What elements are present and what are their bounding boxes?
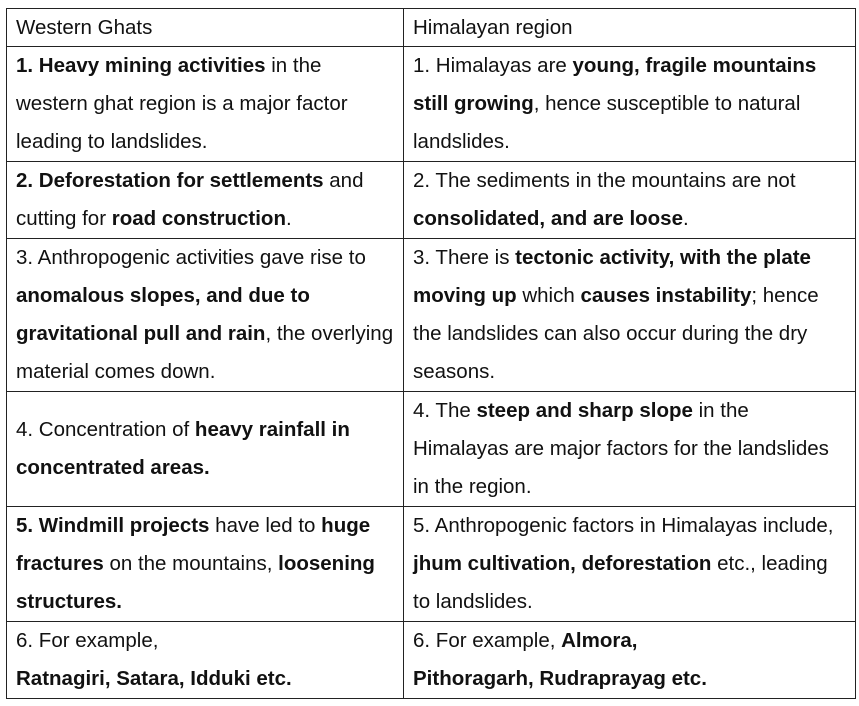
cell-text: 4. The bbox=[413, 399, 477, 422]
header-western-ghats: Western Ghats bbox=[7, 9, 404, 47]
cell-text: etc., leading to landslides. bbox=[413, 552, 828, 613]
cell-text: 4. Concentration of bbox=[16, 418, 195, 441]
bold-text: 1. Heavy mining activities bbox=[16, 54, 266, 77]
bold-text: consolidated, and are loose bbox=[413, 207, 683, 230]
cell-text: , the overlying material comes down. bbox=[16, 322, 394, 383]
header-himalayan-region: Himalayan region bbox=[404, 9, 856, 47]
bold-text: tectonic activity, with the plate moving up bbox=[413, 246, 811, 307]
cell-text: 3. There is bbox=[413, 246, 516, 269]
table-row bbox=[7, 507, 856, 622]
bold-text: road construction bbox=[111, 207, 286, 230]
cell-text: which bbox=[516, 284, 581, 307]
bold-text: steep and sharp slope bbox=[476, 399, 693, 422]
himalayan-cell bbox=[404, 392, 856, 507]
cell-text: . bbox=[285, 207, 292, 230]
table-row bbox=[7, 239, 856, 392]
cell-text: , hence susceptible to natural landslides. bbox=[413, 92, 801, 153]
table-row bbox=[7, 162, 856, 239]
western-ghats-cell bbox=[7, 392, 404, 507]
bold-text: loosening structures. bbox=[16, 552, 375, 613]
cell-text: ; hence the landslides can also occur during the dry seasons. bbox=[413, 284, 819, 383]
bold-text: heavy rainfall in concentrated areas. bbox=[16, 418, 350, 479]
table-row bbox=[7, 622, 856, 699]
himalayan-cell bbox=[404, 622, 856, 699]
cell-text: 2. The sediments in the mountains are not bbox=[413, 169, 796, 192]
bold-text: anomalous slopes, and due to gravitational pull and rain bbox=[16, 284, 310, 345]
cell-text: . bbox=[682, 207, 689, 230]
cell-text: 1. Himalayas are bbox=[413, 54, 573, 77]
cell-text: and cutting for bbox=[16, 169, 364, 230]
western-ghats-cell bbox=[7, 622, 404, 699]
himalayan-cell bbox=[404, 47, 856, 162]
himalayan-cell bbox=[404, 162, 856, 239]
table-row bbox=[7, 47, 856, 162]
cell-text: in the western ghat region is a major factor leading to landslides. bbox=[16, 54, 348, 153]
header-row bbox=[7, 9, 856, 47]
cell-text: in the Himalayas are major factors for the landslides in the region. bbox=[413, 399, 829, 498]
bold-text: jhum cultivation, deforestation bbox=[413, 552, 712, 575]
cell-text: on the mountains, bbox=[103, 552, 279, 575]
bold-text: Pithoragarh, Rudraprayag etc. bbox=[413, 667, 707, 690]
table-row bbox=[7, 392, 856, 507]
western-ghats-cell bbox=[7, 162, 404, 239]
western-ghats-cell bbox=[7, 47, 404, 162]
bold-text: young, fragile mountains still growing bbox=[413, 54, 817, 115]
cell-text: 3. Anthropogenic activities gave rise to bbox=[16, 246, 366, 269]
cell-text: have led to bbox=[209, 514, 322, 537]
cell-text: 6. For example, bbox=[413, 629, 562, 652]
western-ghats-cell bbox=[7, 507, 404, 622]
bold-text: huge fractures bbox=[16, 514, 371, 575]
cell-text: 6. For example, bbox=[16, 629, 159, 652]
comparison-table bbox=[6, 8, 856, 699]
bold-text: causes instability bbox=[580, 284, 752, 307]
himalayan-cell bbox=[404, 507, 856, 622]
bold-text: 2. Deforestation for settlements bbox=[16, 169, 324, 192]
bold-text: 5. Windmill projects bbox=[16, 514, 210, 537]
western-ghats-cell bbox=[7, 239, 404, 392]
himalayan-cell bbox=[404, 239, 856, 392]
cell-text: 5. Anthropogenic factors in Himalayas include, bbox=[413, 514, 834, 537]
bold-text: Ratnagiri, Satara, Idduki etc. bbox=[16, 667, 292, 690]
bold-text: Almora, bbox=[561, 629, 638, 652]
